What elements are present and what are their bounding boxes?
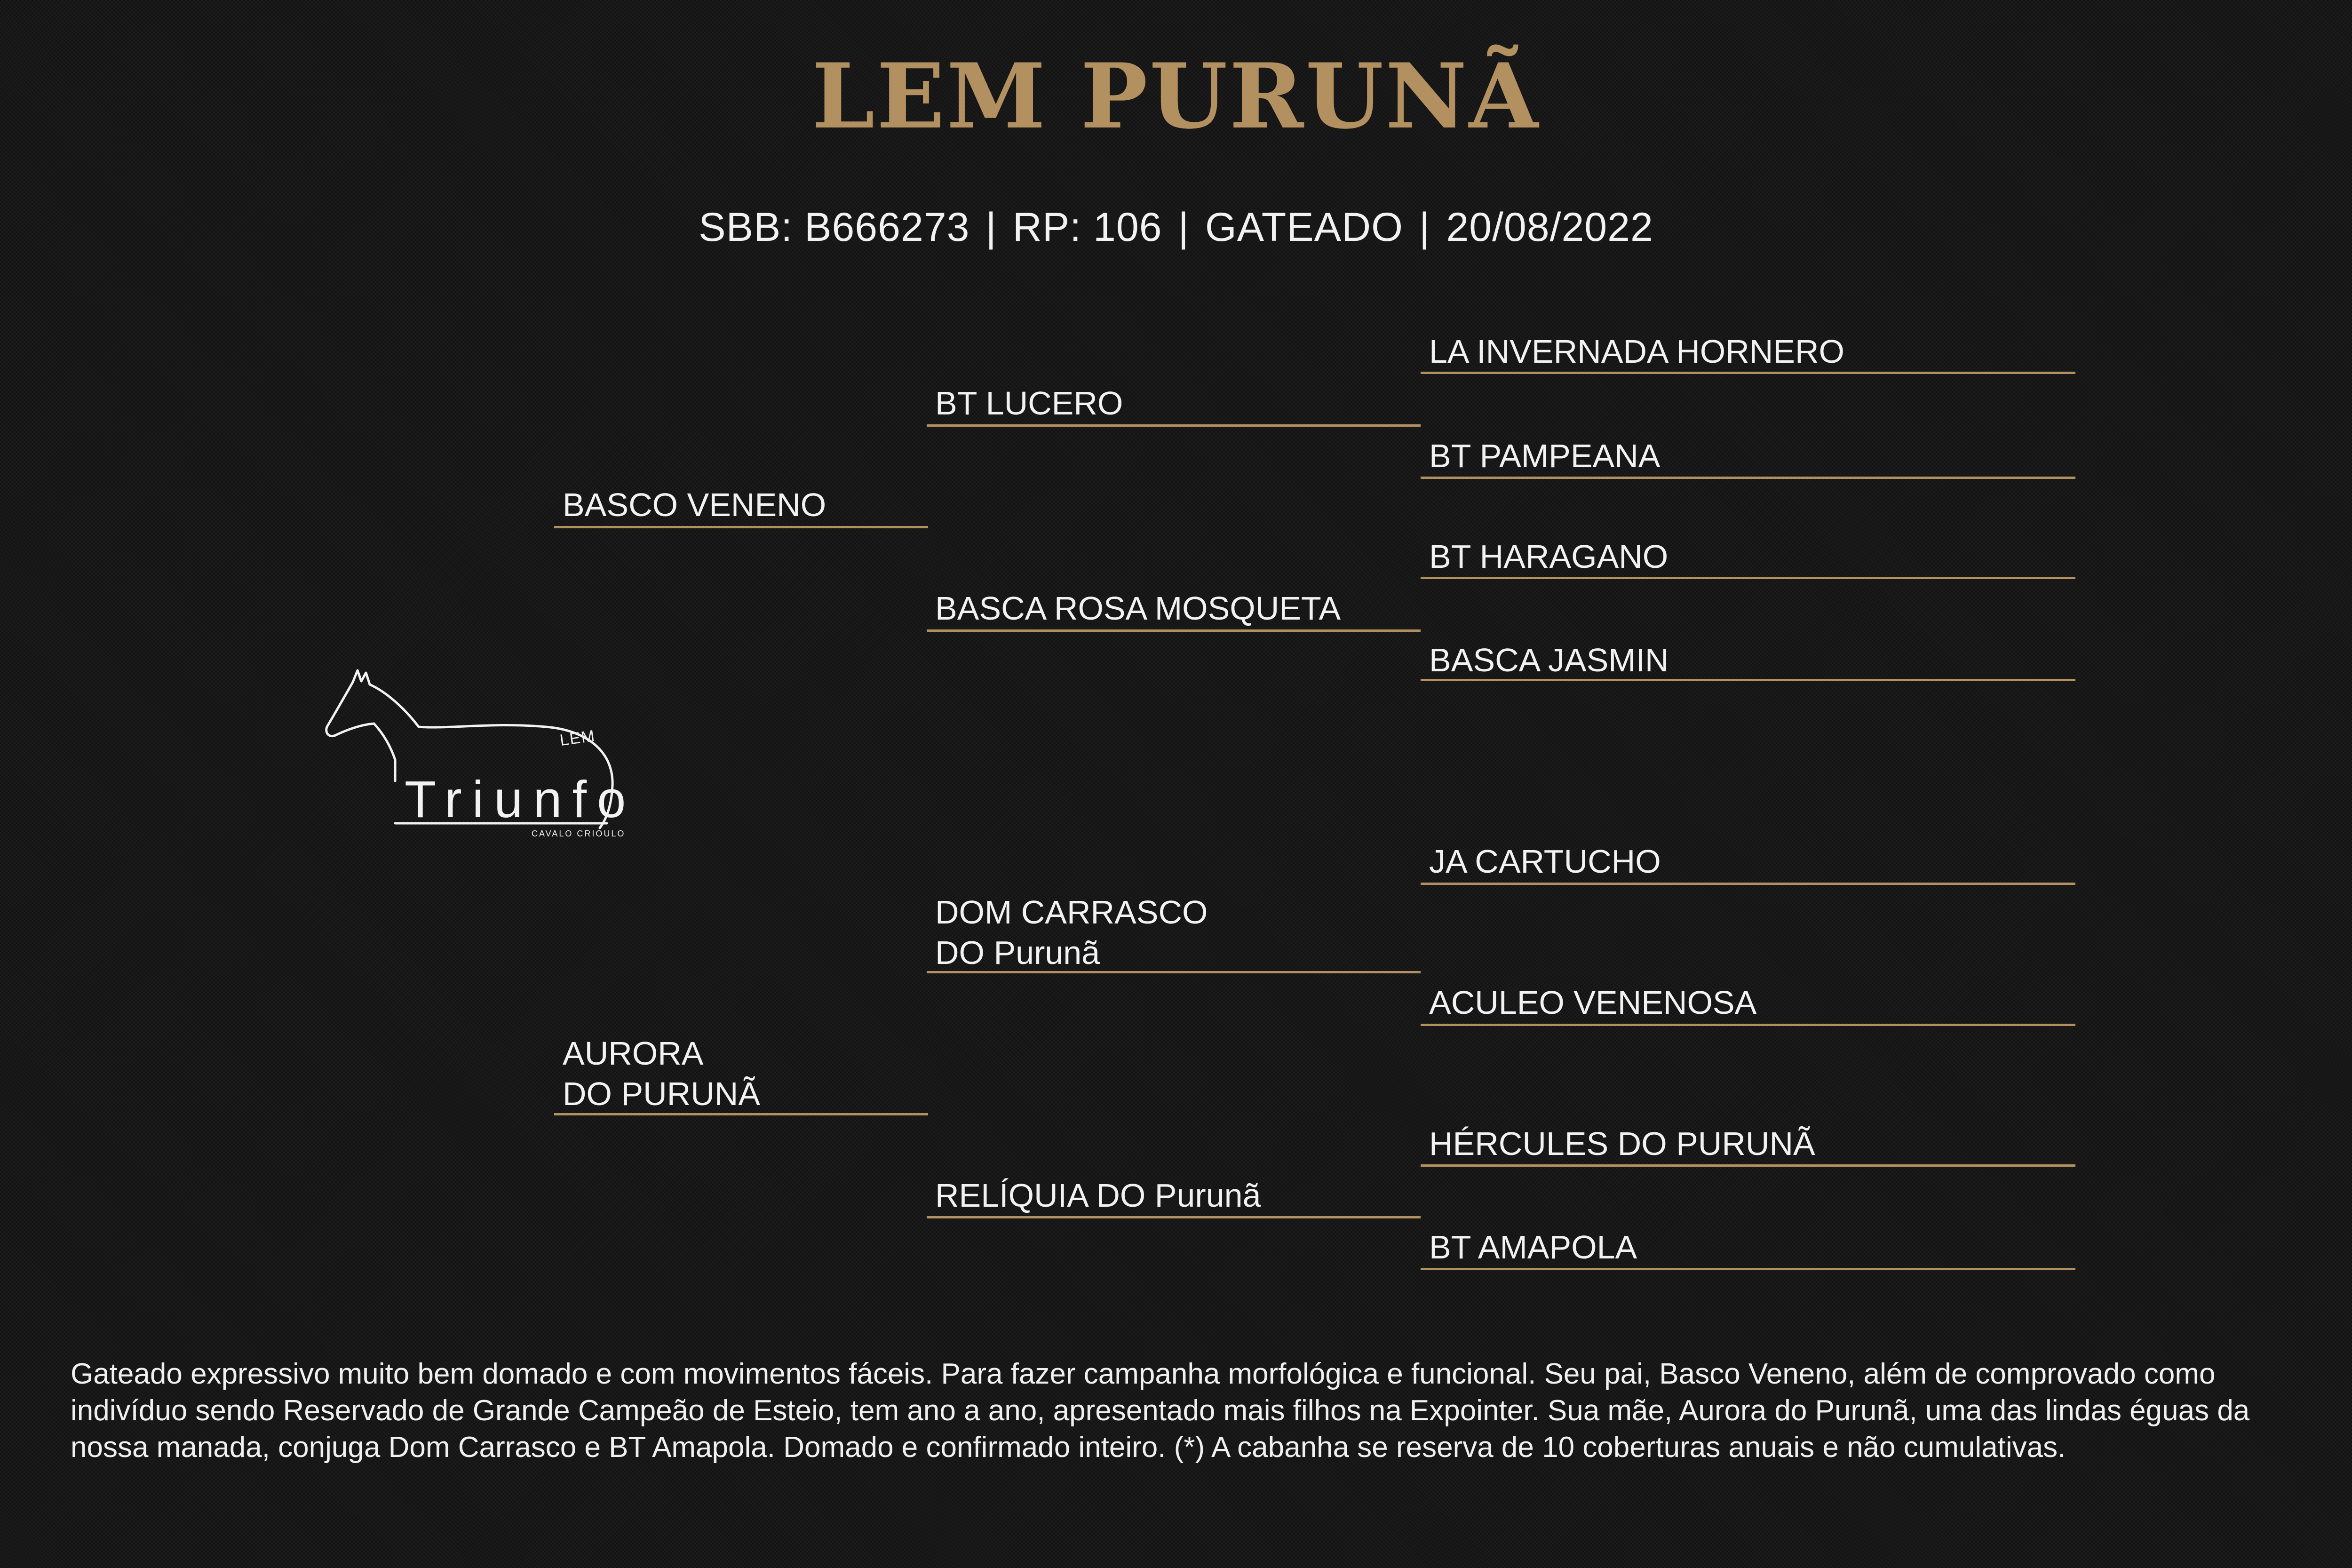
gen3-underline-3 xyxy=(1421,577,2075,579)
dam-dam-underline xyxy=(927,1216,1421,1218)
logo-tagline: CAVALO CRIOULO xyxy=(532,829,626,838)
separator: | xyxy=(1178,205,1189,250)
gen3-name-4: BASCA JASMIN xyxy=(1429,642,1669,678)
gen3-name-8: BT AMAPOLA xyxy=(1429,1229,1637,1266)
sire-sire-name: BT LUCERO xyxy=(935,385,1123,422)
sbb-number: SBB: B666273 xyxy=(699,205,970,250)
dam-sire-underline xyxy=(927,971,1421,973)
separator: | xyxy=(985,205,997,250)
triunfo-logo xyxy=(325,663,636,852)
horse-description: Gateado expressivo muito bem domado e com movimentos fáceis. Para fazer campanha morfológica e funcional. Seu pai, Basco Veneno, além de comprovado como indivíduo sendo Reservado de Grande Campeão de Esteio, tem ano a ano, apresentado mais filhos na Expointer. Sua mãe, Aurora do Purunã, uma das lindas éguas da nossa manada, conjuga Dom Carrasco e BT Amapola. Domado e confirmado inteiro. (*) A cabanha se reserva de 10 coberturas anuais e não cumulativas. xyxy=(71,1358,2250,1464)
sire-underline xyxy=(554,526,928,528)
gen3-name-6: ACULEO VENENOSA xyxy=(1429,984,1757,1021)
gen3-underline-5 xyxy=(1421,883,2075,885)
page-title: LEM PURUNÃ xyxy=(811,44,1541,149)
logo-text: Triunfo xyxy=(405,771,636,828)
sire-dam-name: BASCA ROSA MOSQUETA xyxy=(935,590,1341,627)
gen3-underline-4 xyxy=(1421,679,2075,681)
sire-sire-underline xyxy=(927,424,1421,427)
coat-color: GATEADO xyxy=(1205,205,1404,250)
gen3-underline-7 xyxy=(1421,1164,2075,1167)
birth-date: 20/08/2022 xyxy=(1446,205,1653,250)
gen3-underline-1 xyxy=(1421,372,2075,374)
sire-dam-underline xyxy=(927,629,1421,632)
gen3-underline-8 xyxy=(1421,1268,2075,1270)
horse-info-line xyxy=(0,205,2352,250)
dam-sire-name: DOM CARRASCO DO Purunã xyxy=(935,894,1208,971)
gen3-name-2: BT PAMPEANA xyxy=(1429,438,1661,474)
logo-monogram: LEM xyxy=(558,726,597,750)
gen3-name-3: BT HARAGANO xyxy=(1429,538,1669,575)
sire-name: BASCO VENENO xyxy=(563,486,826,523)
gen3-name-5: JA CARTUCHO xyxy=(1429,843,1661,880)
gen3-name-7: HÉRCULES DO PURUNÃ xyxy=(1429,1125,1815,1162)
separator: | xyxy=(1419,205,1430,250)
dam-underline xyxy=(554,1113,928,1115)
gen3-name-1: LA INVERNADA HORNERO xyxy=(1429,333,1844,370)
gen3-underline-6 xyxy=(1421,1024,2075,1026)
dam-dam-name: RELÍQUIA DO Purunã xyxy=(935,1177,1261,1214)
gen3-underline-2 xyxy=(1421,477,2075,479)
rp-number: RP: 106 xyxy=(1012,205,1162,250)
dam-name: AURORA DO PURUNÃ xyxy=(563,1035,761,1112)
